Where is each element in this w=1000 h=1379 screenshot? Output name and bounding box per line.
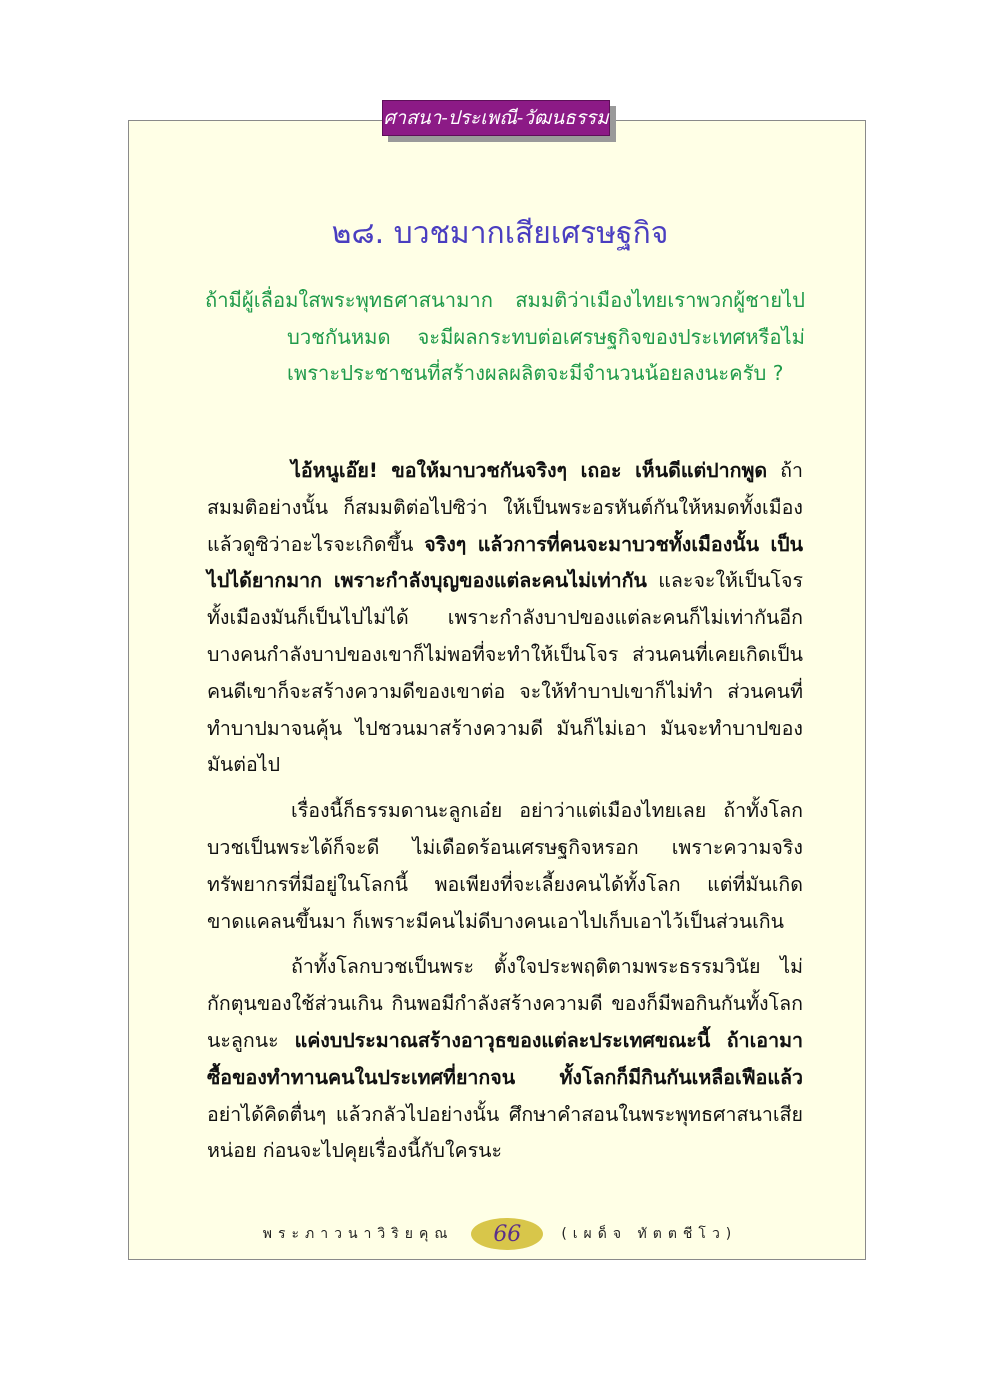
page-number: 66 [471,1218,543,1250]
answer-paragraph-2: เรื่องนี้ก็ธรรมดานะลูกเอ๋ย อย่าว่าแต่เมืองไทยเลย ถ้าทั้งโลกบวชเป็นพระได้ก็จะดี ไม่เดือดร้อนเศรษฐกิจหรอก เพราะความจริงทรัพยากรที่มีอยู่ในโลกนี้ พอเพียงที่จะเลี้ยงคนได้ทั้งโลก แต่ที่มันเกิดขาดแคลนขึ้นมา ก็เพราะมีคนไม่ดีบางคนเอาไปเก็บเอาไว้เป็นส่วนเกิน [207,799,803,933]
section-tab: ศาสนา-ประเพณี-วัฒนธรรม [382,100,610,136]
page-footer [0,1217,1000,1251]
answer-p3-text-1: ถ้าทั้งโลกบวชเป็นพระ ตั้งใจประพฤติตามพระธรรมวินัย ไม่กักตุนของใช้ส่วนเกิน กินพอมีกำลังสร้างความดี ของก็มีพอกินกันทั้งโลกนะลูกนะ [207,955,803,1052]
answer-p1-bold-2: จริงๆ แล้วการที่คนจะมาบวชทั้งเมืองนั้น เป็นไปได้ยากมาก เพราะกำลังบุญของแต่ละคนไม่เท่ากัน [207,532,803,593]
question-block [205,282,805,392]
answer-p1-text-1: ถ้าสมมติอย่างนั้น ก็สมมติต่อไปซิว่า ให้เป็นพระอรหันต์กันให้หมดทั้งเมือง แล้วดูซิว่าอะไรจะเกิดขึ้น [207,459,803,556]
answer-body [207,453,803,1179]
chapter-title: ๒๘. บวชมากเสียเศรษฐกิจ [331,216,669,251]
answer-p1-bold-1: ไอ้หนูเอ๊ย! ขอให้มาบวชกันจริงๆ เถอะ เห็นดีแต่ปากพูด [291,459,768,482]
answer-paragraph-1 [207,453,803,784]
question-text: ถ้ามีผู้เลื่อมใสพระพุทธศาสนามาก สมมติว่าเมืองไทยเราพวกผู้ชายไปบวชกันหมด จะมีผลกระทบต่อเศรษฐกิจของประเทศหรือไม่ เพราะประชาชนที่สร้างผลผลิตจะมีจำนวนน้อยลงนะครับ ? [205,288,805,385]
answer-p1-text-2: และจะให้เป็นโจรทั้งเมืองมันก็เป็นไปไม่ได้ เพราะกำลังบาปของแต่ละคนก็ไม่เท่ากันอีก บางคนกำลังบาปของเขาก็ไม่พอที่จะทำให้เป็นโจร ส่วนคนที่เคยเกิดเป็นคนดีเขาก็จะสร้างความดีของเขาต่อ จะให้ทำบาปเขาก็ไม่ทำ ส่วนคนที่ทำบาปมาจนคุ้น ไปชวนมาสร้างความดี มันก็ไม่เอา มันจะทำบาปของมันต่อไป [207,569,803,777]
answer-p3-text-2: อย่าได้คิดตื่นๆ แล้วกลัวไปอย่างนั้น ศึกษาคำสอนในพระพุทธศาสนาเสียหน่อย ก่อนจะไปคุยเรื่องนี้กับใครนะ [207,1102,803,1163]
answer-paragraph-3 [207,949,803,1170]
footer-author: พระภาวนาวิริยคุณ [262,1226,454,1242]
footer-author-name: (เผด็จ ทัตตชีโว) [561,1226,738,1242]
answer-p3-bold: แค่งบประมาณสร้างอาวุธของแต่ละประเทศขณะนี้ ถ้าเอามาซื้อของทำทานคนในประเทศที่ยากจน ทั้งโลกก็มีกินกันเหลือเฟือแล้ว [207,1028,803,1089]
